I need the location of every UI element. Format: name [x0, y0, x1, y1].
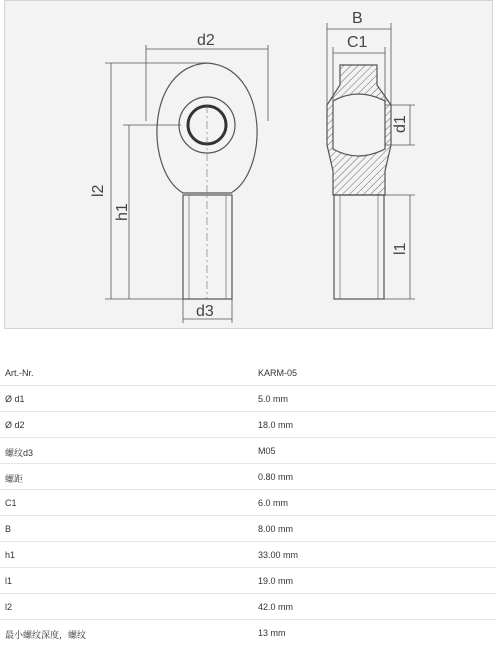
spec-row-b — [0, 516, 496, 542]
front-dimensions — [105, 45, 268, 323]
spec-key: Art.-Nr. — [5, 368, 34, 378]
shank — [183, 195, 232, 299]
spec-value: 13 mm — [258, 628, 286, 638]
spec-row-l2 — [0, 594, 496, 620]
spec-value: M05 — [258, 446, 276, 456]
spec-row-d1 — [0, 386, 496, 412]
technical-drawing — [4, 0, 493, 329]
label-d1: d1 — [392, 115, 409, 133]
spec-value: 0.80 mm — [258, 472, 294, 482]
spec-row-pitch — [0, 464, 496, 490]
side-view — [327, 65, 391, 299]
spec-row-l1 — [0, 568, 496, 594]
label-B: B — [352, 10, 363, 27]
spec-key: Ø d1 — [5, 394, 25, 404]
spec-key: B — [5, 524, 12, 534]
spec-key: Ø d2 — [5, 420, 25, 430]
spec-row-art-nr — [0, 360, 496, 386]
spec-row-min-thread-depth — [0, 620, 496, 645]
spec-row-d2 — [0, 412, 496, 438]
spec-key: 螺纹d3 — [5, 448, 34, 458]
spec-row-c1 — [0, 490, 496, 516]
spec-key: C1 — [5, 498, 17, 508]
spec-value: 42.0 mm — [258, 602, 294, 612]
rod-end-drawing-svg — [5, 1, 494, 330]
label-l2: l2 — [90, 184, 107, 197]
spec-table — [0, 360, 496, 645]
label-d3: d3 — [196, 303, 214, 320]
side-shank — [334, 195, 384, 299]
spec-value: 19.0 mm — [258, 576, 294, 586]
label-h1: h1 — [114, 203, 131, 221]
label-l1: l1 — [392, 242, 409, 255]
spec-value: 18.0 mm — [258, 420, 294, 430]
spec-key: l1 — [5, 576, 13, 586]
front-view — [157, 63, 257, 299]
label-d2: d2 — [197, 32, 215, 49]
spec-value: 8.00 mm — [258, 524, 294, 534]
spec-key: 螺距 — [5, 474, 24, 484]
spec-row-thread-d3 — [0, 438, 496, 464]
spec-key: l2 — [5, 602, 13, 612]
spec-value: 6.0 mm — [258, 498, 289, 508]
spec-key: h1 — [5, 550, 16, 560]
spec-row-h1 — [0, 542, 496, 568]
label-C1: C1 — [347, 34, 368, 51]
spec-key: 最小螺纹深度，螺纹 — [5, 630, 87, 640]
spec-value: 33.00 mm — [258, 550, 299, 560]
spec-value: KARM-05 — [258, 368, 298, 378]
spec-value: 5.0 mm — [258, 394, 289, 404]
side-ball — [333, 94, 385, 156]
